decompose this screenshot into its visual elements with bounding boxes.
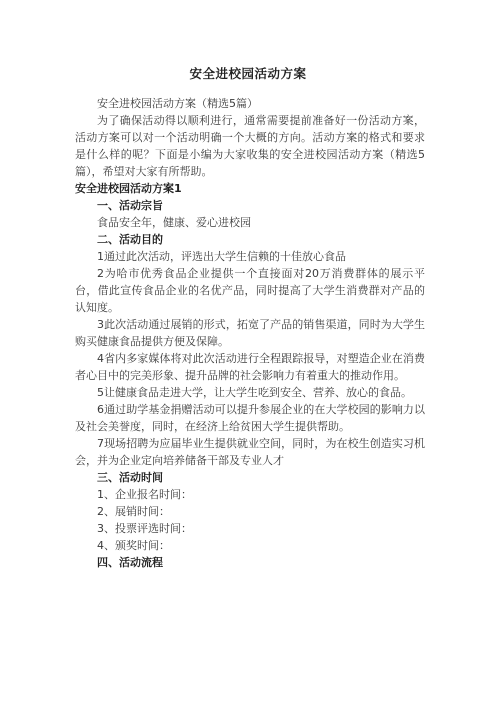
time-item: 2、展销时间：	[97, 505, 170, 518]
goal-item: 4省内多家媒体将对此次活动进行全程跟踪报导，对塑造企业在消费者心目中的完美形象、提升品牌的社会影响力有着重大的推动作用。	[75, 352, 425, 382]
time-item: 1、企业报名时间：	[97, 488, 192, 501]
goal-item: 6通过助学基金捐赠活动可以提升参展企业的在大学校园的影响力以及社会美誉度，同时，在经济上给贫困大学生提供帮助。	[75, 403, 425, 433]
time-item: 4、颁奖时间：	[97, 539, 170, 552]
document-body	[75, 95, 425, 571]
goal-item: 5让健康食品走进大学，让大学生吃到安全、营养、放心的食品。	[97, 386, 412, 399]
document-title: 安全进校园活动方案	[189, 66, 307, 81]
goal-item: 7现场招聘为应届毕业生提供就业空间，同时，为在校生创造实习机会，并为企业定向培养储备干部及专业人才	[75, 437, 425, 467]
section-heading-flow: 四、活动流程	[97, 556, 163, 569]
intro-line: 安全进校园活动方案（精选5篇）	[97, 97, 258, 110]
plan-heading: 安全进校园活动方案1	[75, 182, 182, 195]
section-heading-goals: 二、活动目的	[97, 233, 163, 246]
section-heading-purpose: 一、活动宗旨	[97, 199, 163, 212]
section-heading-time: 三、活动时间	[97, 471, 163, 484]
goal-item: 2为哈市优秀食品企业提供一个直接面对20万消费群体的展示平台，借此宣传食品企业的名优产品，同时提高了大学生消费群对产品的认知度。	[75, 267, 425, 314]
time-item: 3、投票评选时间：	[97, 522, 192, 535]
goal-item: 1通过此次活动，评选出大学生信赖的十佳放心食品	[97, 250, 346, 263]
goal-item: 3此次活动通过展销的形式，拓宽了产品的销售渠道，同时为大学生购买健康食品提供方便及保障。	[75, 318, 425, 348]
intro-paragraph: 为了确保活动得以顺利进行，通常需要提前准备好一份活动方案，活动方案可以对一个活动明确一个大概的方向。活动方案的格式和要求是什么样的呢？下面是小编为大家收集的安全进校园活动方案（精选5篇），希望对大家有所帮助。	[75, 114, 425, 178]
section-text-purpose: 食品安全年，健康、爱心进校园	[97, 216, 251, 229]
